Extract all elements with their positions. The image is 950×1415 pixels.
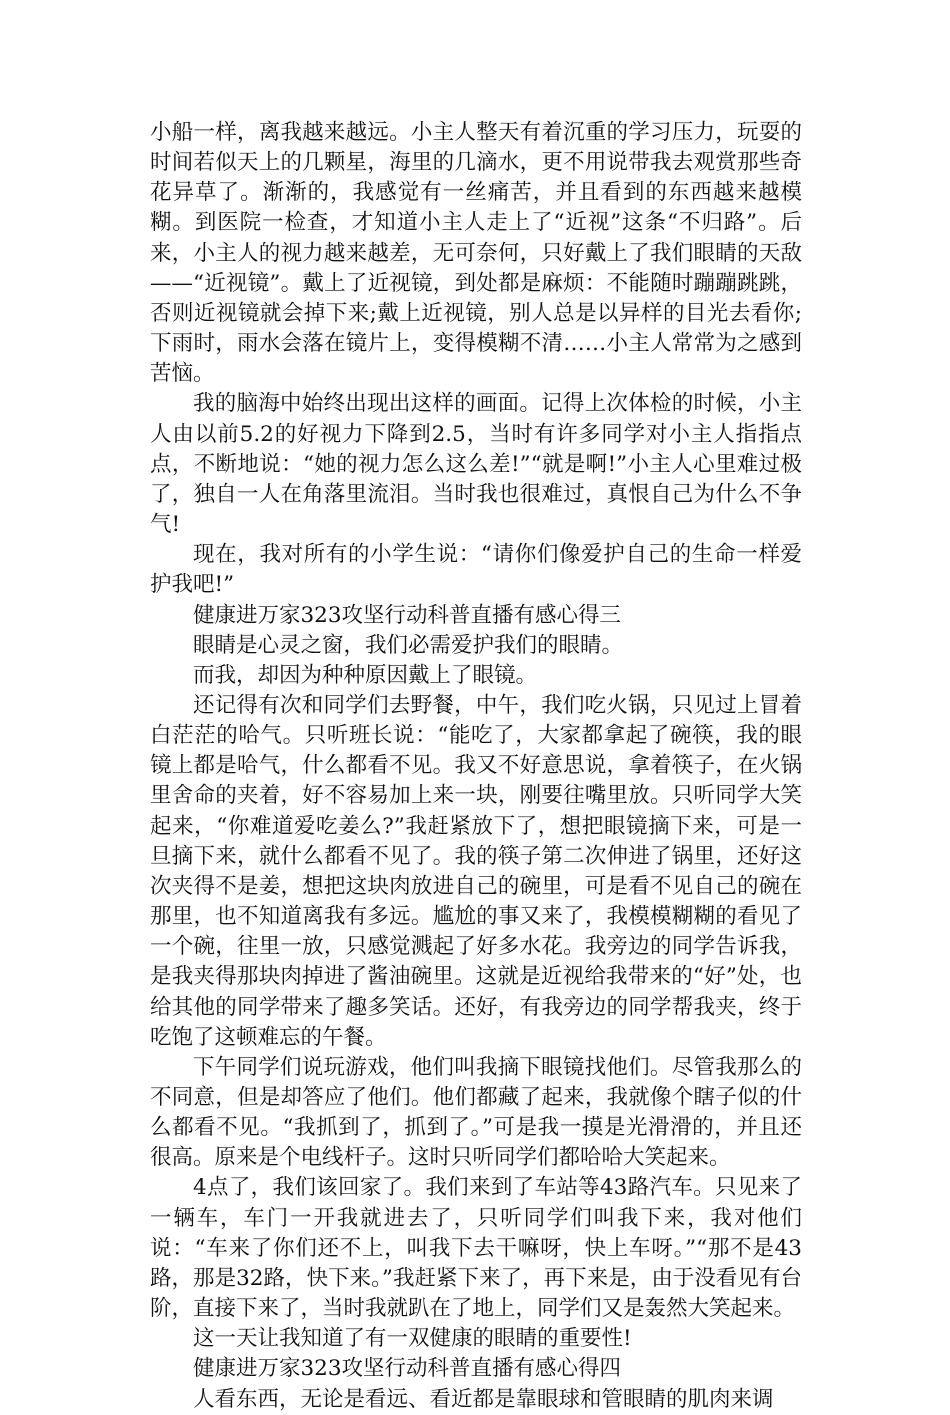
paragraph: 这一天让我知道了有一双健康的眼睛的重要性! (193, 1326, 632, 1352)
section-heading: 健康进万家323攻坚行动科普直播有感心得四 (193, 1356, 622, 1382)
paragraph: 眼睛是心灵之窗，我们必需爱护我们的眼睛。 (193, 632, 624, 658)
paragraph: 而我，却因为种种原因戴上了眼镜。 (193, 662, 538, 688)
document-body (150, 118, 802, 1415)
paragraph: 还记得有次和同学们去野餐，中午，我们吃火锅，只见过上冒着白茫茫的哈气。只听班长说：“能吃了，大家都拿起了碗筷，我的眼镜上都是哈气，什么都看不见。我又不好意思说，拿着筷子，在火锅里舍命的夹着，好不容易加上来一块，刚要往嘴里放。只听同学大笑起来，“你难道爱吃姜么?”我赶紧放下了，想把眼镜摘下来，可是一旦摘下来，就什么都看不见了。我的筷子第二次伸进了锅里，还好这次夹得不是姜，想把这块肉放进自己的碗里，可是看不见自己的碗在那里，也不知道离我有多远。尴尬的事又来了，我模模糊糊的看见了一个碗，往里一放，只感觉溅起了好多水花。我旁边的同学告诉我，是我夹得那块肉掉进了酱油碗里。这就是近视给我带来的“好”处，也给其他的同学带来了趣多笑话。还好，有我旁边的同学帮我夹，终于吃饱了这顿难忘的午餐。 (150, 692, 802, 1050)
paragraph: 人看东西，无论是看远、看近都是靠眼球和管眼睛的肌肉来调 (193, 1386, 774, 1412)
paragraph: 现在，我对所有的小学生说：“请你们像爱护自己的生命一样爱护我吧!” (150, 542, 802, 598)
paragraph: 4点了，我们该回家了。我们来到了车站等43路汽车。只见来了一辆车，车门一开我就进去了，只听同学们叫我下来，我对他们说：“车来了你们还不上，叫我下去干嘛呀，快上车呀。”“那不是43路，那是32路，快下来。”我赶紧下来了，再下来是，由于没看见有台阶，直接下来了，当时我就趴在了地上，同学们又是轰然大笑起来。 (150, 1175, 802, 1322)
paragraph: 小船一样，离我越来越远。小主人整天有着沉重的学习压力，玩耍的时间若似天上的几颗星，海里的几滴水，更不用说带我去观赏那些奇花异草了。渐渐的，我感觉有一丝痛苦，并且看到的东西越来越模糊。到医院一检查，才知道小主人走上了“近视”这条“不归路”。后来，小主人的视力越来越差，无可奈何，只好戴上了我们眼睛的天敌——“近视镜”。戴上了近视镜，到处都是麻烦：不能随时蹦蹦跳跳，否则近视镜就会掉下来;戴上近视镜，别人总是以异样的目光去看你;下雨时，雨水会落在镜片上，变得模糊不清……小主人常常为之感到苦恼。 (150, 120, 802, 387)
section-heading: 健康进万家323攻坚行动科普直播有感心得三 (193, 602, 622, 628)
paragraph: 我的脑海中始终出现出这样的画面。记得上次体检的时候，小主人由以前5.2的好视力下降到2.5，当时有许多同学对小主人指指点点，不断地说：“她的视力怎么这么差!”“就是啊!”小主人心里难过极了，独自一人在角落里流泪。当时我也很难过，真恨自己为什么不争气! (150, 391, 802, 538)
paragraph: 下午同学们说玩游戏，他们叫我摘下眼镜找他们。尽管我那么的不同意，但是却答应了他们。他们都藏了起来，我就像个瞎子似的什么都看不见。“我抓到了，抓到了。”可是我一摸是光滑滑的，并且还很高。原来是个电线杆子。这时只听同学们都哈哈大笑起来。 (150, 1054, 802, 1171)
